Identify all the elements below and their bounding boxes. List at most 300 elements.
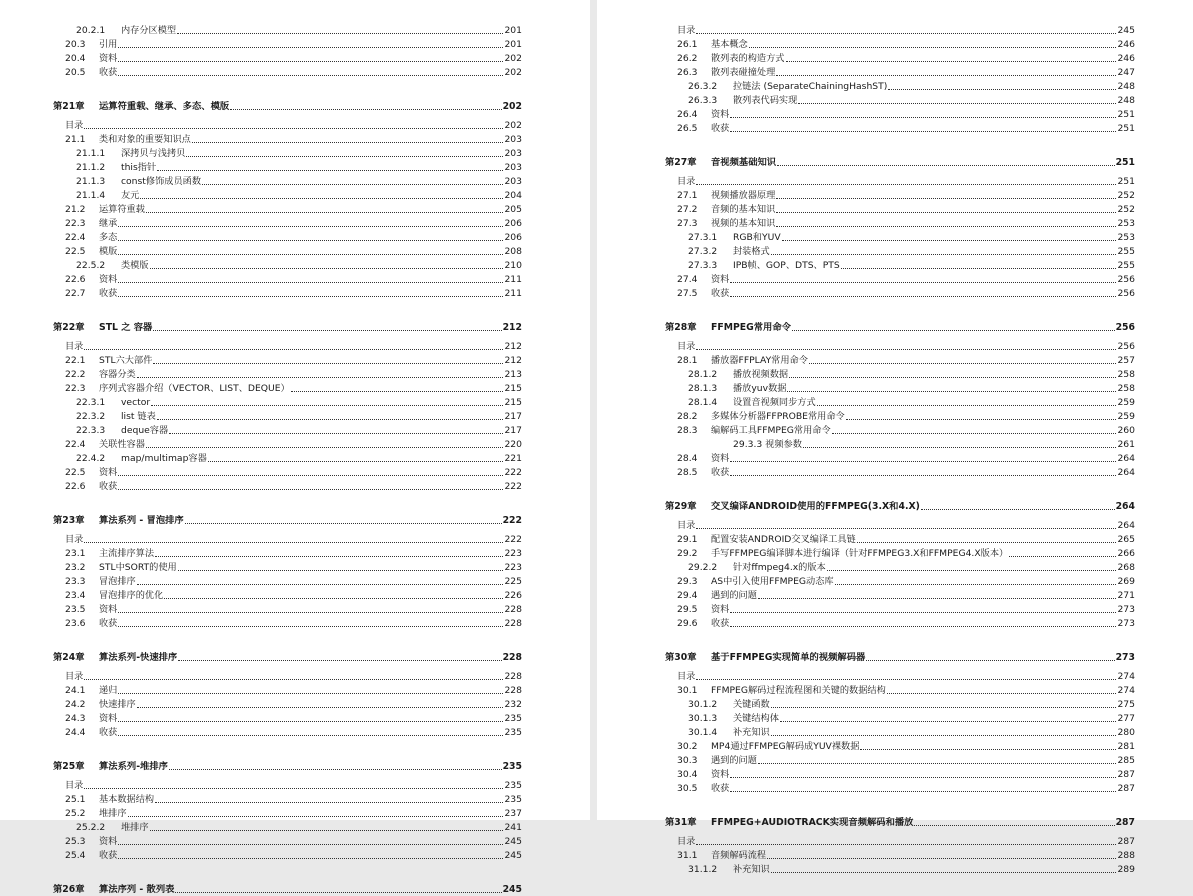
toc-entry[interactable] bbox=[53, 820, 522, 834]
toc-entry[interactable] bbox=[665, 451, 1135, 465]
toc-entry[interactable] bbox=[53, 230, 522, 244]
toc-entry-title: 补充知识 bbox=[733, 864, 770, 875]
toc-entry[interactable] bbox=[53, 118, 522, 132]
toc-chapter-heading[interactable] bbox=[665, 135, 1135, 169]
toc-entry[interactable] bbox=[665, 711, 1135, 725]
toc-chapter-heading[interactable] bbox=[53, 862, 522, 896]
dot-leader bbox=[730, 475, 1116, 476]
toc-chapter-heading[interactable] bbox=[53, 739, 522, 773]
dot-leader bbox=[730, 612, 1116, 613]
dot-leader bbox=[749, 47, 1117, 48]
toc-entry[interactable] bbox=[53, 532, 522, 546]
dot-leader bbox=[696, 349, 1116, 350]
toc-entry-number: 25.4 bbox=[65, 850, 86, 861]
toc-entry-number: 21.1.4 bbox=[76, 190, 106, 201]
toc-entry[interactable] bbox=[665, 697, 1135, 711]
toc-entry[interactable] bbox=[53, 711, 522, 725]
toc-entry[interactable] bbox=[665, 381, 1135, 395]
dot-leader bbox=[832, 433, 1117, 434]
dot-leader bbox=[835, 584, 1117, 585]
toc-entry[interactable] bbox=[53, 806, 522, 820]
dot-leader bbox=[817, 405, 1117, 406]
toc-entry-title: 收获 bbox=[711, 467, 730, 478]
toc-entry-number: 24.4 bbox=[65, 727, 86, 738]
toc-chapter-heading[interactable] bbox=[665, 795, 1135, 829]
toc-entry-title: 拉链法 (SeparateChainingHashST) bbox=[733, 81, 888, 92]
toc-page-number: 212 bbox=[504, 341, 522, 352]
toc-entry[interactable] bbox=[665, 725, 1135, 739]
toc-entry[interactable] bbox=[53, 353, 522, 367]
toc-entry[interactable] bbox=[53, 286, 522, 300]
toc-entry-title: 类模版 bbox=[121, 260, 149, 271]
toc-entry[interactable] bbox=[53, 395, 522, 409]
dot-leader bbox=[730, 777, 1116, 778]
toc-entry-title: 基本数据结构 bbox=[99, 794, 155, 805]
toc-entry[interactable] bbox=[665, 465, 1135, 479]
toc-entry[interactable] bbox=[665, 216, 1135, 230]
toc-entry[interactable] bbox=[53, 367, 522, 381]
dot-leader bbox=[84, 542, 503, 543]
toc-entry[interactable] bbox=[665, 23, 1135, 37]
toc-page-number: 235 bbox=[504, 780, 522, 791]
toc-entry-number: 26.5 bbox=[677, 123, 698, 134]
toc-page-number: 264 bbox=[1115, 501, 1135, 512]
toc-entry-title: 遇到的问题 bbox=[711, 755, 757, 766]
toc-entry[interactable] bbox=[665, 409, 1135, 423]
toc-entry[interactable] bbox=[665, 230, 1135, 244]
toc-entry-title: 目录 bbox=[677, 25, 696, 36]
toc-entry[interactable] bbox=[53, 588, 522, 602]
toc-page-number: 217 bbox=[504, 411, 522, 422]
toc-entry-number: 28.4 bbox=[677, 453, 698, 464]
toc-page-number: 211 bbox=[504, 274, 522, 285]
toc-chapter-heading[interactable] bbox=[53, 630, 522, 664]
toc-entry-number: 30.1.3 bbox=[688, 713, 718, 724]
toc-entry[interactable] bbox=[53, 381, 522, 395]
dot-leader bbox=[146, 447, 504, 448]
toc-entry[interactable] bbox=[665, 588, 1135, 602]
toc-entry[interactable] bbox=[665, 753, 1135, 767]
toc-page-number: 237 bbox=[504, 808, 522, 819]
toc-entry-title: 播放视频数据 bbox=[733, 369, 789, 380]
toc-page-number: 289 bbox=[1117, 864, 1135, 875]
toc-entry[interactable] bbox=[665, 862, 1135, 876]
toc-entry[interactable] bbox=[53, 834, 522, 848]
toc-entry-number: 31.1 bbox=[677, 850, 698, 861]
toc-entry[interactable] bbox=[665, 51, 1135, 65]
toc-entry-title: 资料 bbox=[99, 604, 118, 615]
toc-entry[interactable] bbox=[665, 848, 1135, 862]
dot-leader bbox=[789, 377, 1116, 378]
toc-entry-number: 29.2.2 bbox=[688, 562, 718, 573]
toc-entry-title: 关键函数 bbox=[733, 699, 770, 710]
toc-entry-title: 补充知识 bbox=[733, 727, 770, 738]
toc-entry[interactable] bbox=[53, 23, 522, 37]
toc-entry-title: FFMPEG常用命令 bbox=[711, 322, 791, 333]
toc-page-number: 287 bbox=[1115, 817, 1135, 828]
toc-page-number: 287 bbox=[1117, 769, 1135, 780]
toc-page-number: 206 bbox=[504, 232, 522, 243]
toc-page-number: 258 bbox=[1117, 369, 1135, 380]
toc-page-number: 203 bbox=[504, 148, 522, 159]
toc-entry[interactable] bbox=[53, 778, 522, 792]
toc-chapter-heading[interactable] bbox=[665, 479, 1135, 513]
toc-chapter-heading[interactable] bbox=[53, 79, 522, 113]
toc-page-number: 210 bbox=[504, 260, 522, 271]
dot-leader bbox=[841, 268, 1117, 269]
toc-entry[interactable] bbox=[665, 423, 1135, 437]
toc-entry[interactable] bbox=[53, 669, 522, 683]
toc-entry[interactable] bbox=[665, 616, 1135, 630]
dot-leader bbox=[827, 570, 1117, 571]
dot-leader bbox=[153, 330, 501, 331]
dot-leader bbox=[151, 405, 503, 406]
toc-entry[interactable] bbox=[53, 258, 522, 272]
toc-entry[interactable] bbox=[53, 465, 522, 479]
toc-entry-title: 容器分类 bbox=[99, 369, 136, 380]
toc-entry[interactable] bbox=[665, 518, 1135, 532]
toc-entry[interactable] bbox=[53, 216, 522, 230]
toc-entry-title: 多态 bbox=[99, 232, 118, 243]
toc-entry[interactable] bbox=[665, 395, 1135, 409]
toc-page-number: 248 bbox=[1117, 81, 1135, 92]
toc-entry-number: 21.2 bbox=[65, 204, 86, 215]
toc-page-number: 252 bbox=[1117, 204, 1135, 215]
dot-leader bbox=[888, 89, 1116, 90]
dot-leader bbox=[767, 858, 1116, 859]
toc-entry[interactable] bbox=[665, 65, 1135, 79]
toc-entry-number: 27.3.2 bbox=[688, 246, 718, 257]
toc-entry-number: 22.1 bbox=[65, 355, 86, 366]
toc-entry[interactable] bbox=[53, 272, 522, 286]
toc-entry-number: 28.2 bbox=[677, 411, 698, 422]
toc-entry-title: 收获 bbox=[99, 850, 118, 861]
toc-entry[interactable] bbox=[665, 739, 1135, 753]
toc-entry-title: 收获 bbox=[711, 618, 730, 629]
toc-page-number: 281 bbox=[1117, 741, 1135, 752]
toc-entry-title: const修饰成员函数 bbox=[121, 176, 202, 187]
toc-entry[interactable] bbox=[665, 258, 1135, 272]
toc-entry[interactable] bbox=[665, 683, 1135, 697]
toc-page-number: 287 bbox=[1117, 836, 1135, 847]
toc-entry-title: 目录 bbox=[677, 520, 696, 531]
toc-entry-number: 27.3 bbox=[677, 218, 698, 229]
dot-leader bbox=[771, 872, 1117, 873]
toc-entry[interactable] bbox=[665, 602, 1135, 616]
toc-entry[interactable] bbox=[53, 479, 522, 493]
dot-leader bbox=[84, 679, 503, 680]
toc-page-number: 203 bbox=[504, 162, 522, 173]
toc-entry[interactable] bbox=[53, 574, 522, 588]
toc-entry-title: 冒泡排序的优化 bbox=[99, 590, 164, 601]
toc-page-number: 202 bbox=[504, 120, 522, 131]
toc-entry-title: 视频的基本知识 bbox=[711, 218, 776, 229]
toc-page-number: 246 bbox=[1117, 39, 1135, 50]
dot-leader bbox=[150, 830, 504, 831]
dot-leader bbox=[696, 844, 1116, 845]
toc-entry-title: 算法系列 - 冒泡排序 bbox=[99, 515, 184, 526]
toc-entry-number: 22.4.2 bbox=[76, 453, 106, 464]
toc-entry[interactable] bbox=[53, 146, 522, 160]
toc-entry-title: IPB帧、GOP、DTS、PTS bbox=[733, 260, 840, 271]
dot-leader bbox=[696, 528, 1116, 529]
toc-entry[interactable] bbox=[53, 188, 522, 202]
toc-entry-title: STL六大部件 bbox=[99, 355, 153, 366]
dot-leader bbox=[803, 447, 1117, 448]
toc-entry-number: 20.2.1 bbox=[76, 25, 106, 36]
toc-page-number: 252 bbox=[1117, 190, 1135, 201]
toc-entry-title: map/multimap容器 bbox=[121, 453, 207, 464]
toc-entry[interactable] bbox=[53, 174, 522, 188]
toc-entry-title: 散列表代码实现 bbox=[733, 95, 798, 106]
toc-entry[interactable] bbox=[53, 339, 522, 353]
dot-leader bbox=[84, 128, 503, 129]
dot-leader bbox=[758, 763, 1117, 764]
toc-entry-number: 27.3.1 bbox=[688, 232, 718, 243]
toc-entry-number: 29.1 bbox=[677, 534, 698, 545]
toc-list-right bbox=[665, 23, 1135, 876]
dot-leader bbox=[118, 735, 503, 736]
dot-leader bbox=[776, 212, 1116, 213]
toc-entry[interactable] bbox=[665, 93, 1135, 107]
dot-leader bbox=[730, 131, 1116, 132]
toc-page-number: 212 bbox=[502, 322, 522, 333]
toc-entry[interactable] bbox=[665, 286, 1135, 300]
toc-page-number: 268 bbox=[1117, 562, 1135, 573]
toc-entry[interactable] bbox=[53, 616, 522, 630]
dot-leader bbox=[192, 142, 504, 143]
toc-entry[interactable] bbox=[53, 202, 522, 216]
toc-entry-title: 运算符重载、继承、多态、模版 bbox=[99, 101, 230, 112]
toc-entry[interactable] bbox=[665, 532, 1135, 546]
toc-page-number: 256 bbox=[1117, 288, 1135, 299]
toc-entry-title: list 链表 bbox=[121, 411, 156, 422]
toc-entry-title: 收获 bbox=[711, 288, 730, 299]
dot-leader bbox=[777, 165, 1114, 166]
toc-entry[interactable] bbox=[665, 174, 1135, 188]
toc-entry[interactable] bbox=[53, 51, 522, 65]
toc-entry-title: 交叉编译ANDROID使用的FFMPEG(3.X和4.X) bbox=[711, 501, 920, 512]
toc-entry[interactable] bbox=[665, 37, 1135, 51]
toc-page-number: 221 bbox=[504, 453, 522, 464]
toc-entry-number: 22.5 bbox=[65, 246, 86, 257]
dot-leader bbox=[771, 254, 1117, 255]
toc-entry[interactable] bbox=[665, 367, 1135, 381]
toc-entry-number: 第31章 bbox=[665, 817, 697, 828]
toc-page-number: 255 bbox=[1117, 260, 1135, 271]
toc-page-number: 274 bbox=[1117, 685, 1135, 696]
dot-leader bbox=[730, 282, 1116, 283]
toc-entry[interactable] bbox=[53, 409, 522, 423]
dot-leader bbox=[185, 523, 502, 524]
dot-leader bbox=[175, 892, 501, 893]
toc-page-number: 228 bbox=[504, 671, 522, 682]
toc-entry-title: 资料 bbox=[711, 604, 730, 615]
toc-page-number: 228 bbox=[504, 618, 522, 629]
toc-entry-number: 24.3 bbox=[65, 713, 86, 724]
toc-entry-title: 序列式容器介绍（VECTOR、LIST、DEQUE） bbox=[99, 383, 290, 394]
toc-entry[interactable] bbox=[665, 107, 1135, 121]
toc-entry[interactable] bbox=[665, 437, 1135, 451]
toc-entry[interactable] bbox=[665, 339, 1135, 353]
toc-page-number: 235 bbox=[504, 713, 522, 724]
toc-entry-number: 30.2 bbox=[677, 741, 698, 752]
toc-entry-title: 目录 bbox=[65, 120, 84, 131]
toc-page-number: 202 bbox=[504, 67, 522, 78]
toc-page-number: 211 bbox=[504, 288, 522, 299]
dot-leader bbox=[208, 461, 504, 462]
toc-page-number: 253 bbox=[1117, 232, 1135, 243]
toc-entry-number: 29.6 bbox=[677, 618, 698, 629]
toc-entry[interactable] bbox=[665, 781, 1135, 795]
toc-entry-number: 22.6 bbox=[65, 274, 86, 285]
toc-entry[interactable] bbox=[53, 160, 522, 174]
toc-entry[interactable] bbox=[665, 244, 1135, 258]
toc-entry-title: deque容器 bbox=[121, 425, 169, 436]
toc-entry[interactable] bbox=[665, 834, 1135, 848]
dot-leader bbox=[1009, 556, 1116, 557]
toc-page-number: 215 bbox=[504, 397, 522, 408]
toc-entry[interactable] bbox=[665, 574, 1135, 588]
toc-page-number: 202 bbox=[502, 101, 522, 112]
toc-entry-number: 31.1.2 bbox=[688, 864, 718, 875]
dot-leader bbox=[846, 419, 1117, 420]
toc-entry-number: 30.5 bbox=[677, 783, 698, 794]
toc-entry[interactable] bbox=[53, 546, 522, 560]
toc-entry[interactable] bbox=[53, 65, 522, 79]
toc-entry[interactable] bbox=[53, 792, 522, 806]
dot-leader bbox=[857, 542, 1117, 543]
toc-entry-title: 音频解码流程 bbox=[711, 850, 767, 861]
toc-entry[interactable] bbox=[53, 683, 522, 697]
toc-entry-title: 播放器FFPLAY常用命令 bbox=[711, 355, 808, 366]
dot-leader bbox=[118, 226, 503, 227]
toc-page-number: 288 bbox=[1117, 850, 1135, 861]
toc-page-number: 285 bbox=[1117, 755, 1135, 766]
toc-entry[interactable] bbox=[53, 423, 522, 437]
toc-entry[interactable] bbox=[53, 132, 522, 146]
toc-page-number: 206 bbox=[504, 218, 522, 229]
toc-entry-number: 25.3 bbox=[65, 836, 86, 847]
toc-entry[interactable] bbox=[53, 697, 522, 711]
toc-entry-number: 21.1.2 bbox=[76, 162, 106, 173]
toc-entry[interactable] bbox=[665, 669, 1135, 683]
toc-chapter-heading[interactable] bbox=[53, 493, 522, 527]
dot-leader bbox=[118, 254, 503, 255]
toc-entry[interactable] bbox=[665, 546, 1135, 560]
toc-entry-title: 收获 bbox=[99, 288, 118, 299]
toc-chapter-heading[interactable] bbox=[665, 630, 1135, 664]
toc-page-number: 204 bbox=[504, 190, 522, 201]
toc-entry-title: 资料 bbox=[711, 109, 730, 120]
toc-entry[interactable] bbox=[665, 560, 1135, 574]
toc-entry[interactable] bbox=[665, 121, 1135, 135]
dot-leader bbox=[782, 240, 1117, 241]
toc-entry-title: 目录 bbox=[677, 176, 696, 187]
toc-page-number: 222 bbox=[504, 534, 522, 545]
toc-entry[interactable] bbox=[53, 848, 522, 862]
dot-leader bbox=[776, 75, 1116, 76]
toc-entry[interactable] bbox=[53, 451, 522, 465]
toc-entry[interactable] bbox=[665, 188, 1135, 202]
toc-entry[interactable] bbox=[53, 437, 522, 451]
toc-entry[interactable] bbox=[53, 560, 522, 574]
toc-entry-title: 堆排序 bbox=[99, 808, 127, 819]
dot-leader bbox=[178, 570, 504, 571]
toc-entry-number: 26.3.2 bbox=[688, 81, 718, 92]
toc-entry[interactable] bbox=[53, 244, 522, 258]
toc-entry-title: 设置音视频同步方式 bbox=[733, 397, 816, 408]
toc-entry-number: 29.4 bbox=[677, 590, 698, 601]
toc-page-number: 251 bbox=[1117, 176, 1135, 187]
toc-chapter-heading[interactable] bbox=[53, 300, 522, 334]
toc-entry[interactable] bbox=[665, 79, 1135, 93]
toc-entry-title: 引用 bbox=[99, 39, 118, 50]
toc-entry-title: 目录 bbox=[65, 341, 84, 352]
toc-entry-number: 23.5 bbox=[65, 604, 86, 615]
dot-leader bbox=[137, 584, 504, 585]
toc-page-number: 222 bbox=[502, 515, 522, 526]
dot-leader bbox=[809, 363, 1117, 364]
dot-leader bbox=[118, 47, 503, 48]
toc-entry-number: 第25章 bbox=[53, 761, 85, 772]
toc-page-right bbox=[597, 0, 1193, 875]
toc-entry-title: 目录 bbox=[65, 534, 84, 545]
dot-leader bbox=[230, 109, 501, 110]
dot-leader bbox=[169, 433, 503, 434]
dot-leader bbox=[169, 769, 502, 770]
toc-page-number: 259 bbox=[1117, 411, 1135, 422]
toc-entry[interactable] bbox=[53, 37, 522, 51]
toc-entry-number: 21.1.1 bbox=[76, 148, 106, 159]
toc-page-number: 246 bbox=[1117, 53, 1135, 64]
toc-entry-number: 23.1 bbox=[65, 548, 86, 559]
toc-entry[interactable] bbox=[665, 353, 1135, 367]
dot-leader bbox=[696, 679, 1116, 680]
toc-page-number: 256 bbox=[1115, 322, 1135, 333]
toc-page-number: 241 bbox=[504, 822, 522, 833]
toc-entry[interactable] bbox=[665, 202, 1135, 216]
toc-entry[interactable] bbox=[53, 725, 522, 739]
dot-leader bbox=[84, 788, 503, 789]
toc-entry-number: 30.4 bbox=[677, 769, 698, 780]
toc-page-number: 245 bbox=[504, 836, 522, 847]
toc-page-number: 245 bbox=[1117, 25, 1135, 36]
toc-entry-number: 28.5 bbox=[677, 467, 698, 478]
toc-entry[interactable] bbox=[665, 767, 1135, 781]
toc-entry-title: MP4通过FFMPEG解码成YUV裸数据 bbox=[711, 741, 860, 752]
dot-leader bbox=[771, 707, 1117, 708]
toc-entry-title: 资料 bbox=[711, 769, 730, 780]
toc-page-number: 256 bbox=[1117, 341, 1135, 352]
toc-page-number: 255 bbox=[1117, 246, 1135, 257]
dot-leader bbox=[914, 825, 1114, 826]
toc-entry[interactable] bbox=[53, 602, 522, 616]
toc-entry-title: 算法系列-堆排序 bbox=[99, 761, 168, 772]
toc-entry-number: 第30章 bbox=[665, 652, 697, 663]
toc-entry-title: 遇到的问题 bbox=[711, 590, 757, 601]
toc-chapter-heading[interactable] bbox=[665, 300, 1135, 334]
toc-page-number: 220 bbox=[504, 439, 522, 450]
toc-page-number: 275 bbox=[1117, 699, 1135, 710]
toc-entry-title: 收获 bbox=[99, 67, 118, 78]
dot-leader bbox=[887, 693, 1117, 694]
toc-entry[interactable] bbox=[665, 272, 1135, 286]
dot-leader bbox=[155, 556, 503, 557]
dot-leader bbox=[786, 61, 1117, 62]
toc-entry-title: 手写FFMPEG编译脚本进行编译（针对FFMPEG3.X和FFMPEG4.X版本） bbox=[711, 548, 1009, 559]
toc-entry-number: 30.1.4 bbox=[688, 727, 718, 738]
